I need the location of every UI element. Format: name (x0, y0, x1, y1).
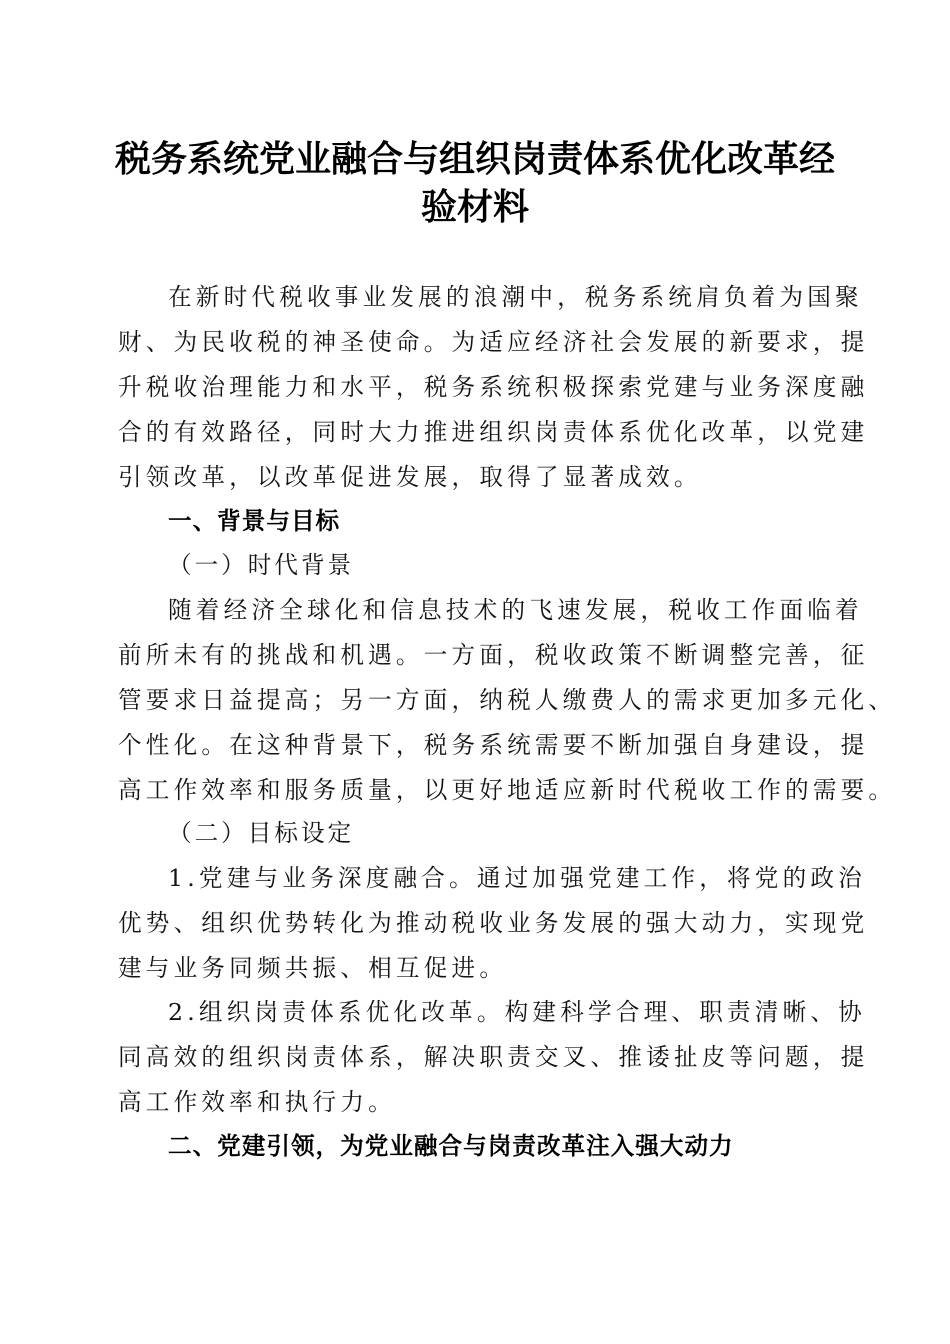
goal-1-line: 1.党建与业务深度融合。通过加强党建工作，将党的政治 (168, 864, 866, 892)
era-background-line: 个性化。在这种背景下，税务系统需要不断加强自身建设，提 (118, 731, 869, 759)
document-title-line-2: 验材料 (420, 187, 529, 228)
section-heading-background-goals: 一、背景与目标 (168, 507, 341, 535)
subsection-heading-era-background: （一）时代背景 (168, 551, 355, 579)
goal-2-line: 高工作效率和执行力。 (118, 1088, 396, 1116)
era-background-line: 前所未有的挑战和机遇。一方面，税收政策不断调整完善，征 (118, 641, 869, 669)
intro-paragraph-line: 引领改革，以改革促进发展，取得了显著成效。 (118, 463, 702, 491)
subsection-heading-goal-setting: （二）目标设定 (168, 819, 355, 847)
section-heading-party-building-leadership: 二、党建引领，为党业融合与岗责改革注入强大动力 (168, 1132, 734, 1160)
goal-1-line: 建与业务同频共振、相互促进。 (118, 954, 508, 982)
intro-paragraph-line: 合的有效路径，同时大力推进组织岗责体系优化改革，以党建 (118, 418, 869, 446)
goal-1-line: 优势、组织优势转化为推动税收业务发展的强大动力，实现党 (118, 909, 869, 937)
era-background-line: 管要求日益提高；另一方面，纳税人缴费人的需求更加多元化、 (118, 686, 897, 714)
intro-paragraph-line: 财、为民收税的神圣使命。为适应经济社会发展的新要求，提 (118, 328, 869, 356)
goal-2-line: 2.组织岗责体系优化改革。构建科学合理、职责清晰、协 (168, 998, 866, 1026)
document-title-line-1: 税务系统党业融合与组织岗责体系优化改革经 (114, 139, 835, 180)
intro-paragraph-line: 在新时代税收事业发展的浪潮中，税务系统肩负着为国聚 (168, 283, 863, 311)
intro-paragraph-line: 升税收治理能力和水平，税务系统积极探索党建与业务深度融 (118, 373, 869, 401)
goal-2-line: 同高效的组织岗责体系，解决职责交叉、推诿扯皮等问题，提 (118, 1043, 869, 1071)
era-background-line: 高工作效率和服务质量，以更好地适应新时代税收工作的需要。 (118, 776, 897, 804)
era-background-line: 随着经济全球化和信息技术的飞速发展，税收工作面临着 (168, 596, 863, 624)
